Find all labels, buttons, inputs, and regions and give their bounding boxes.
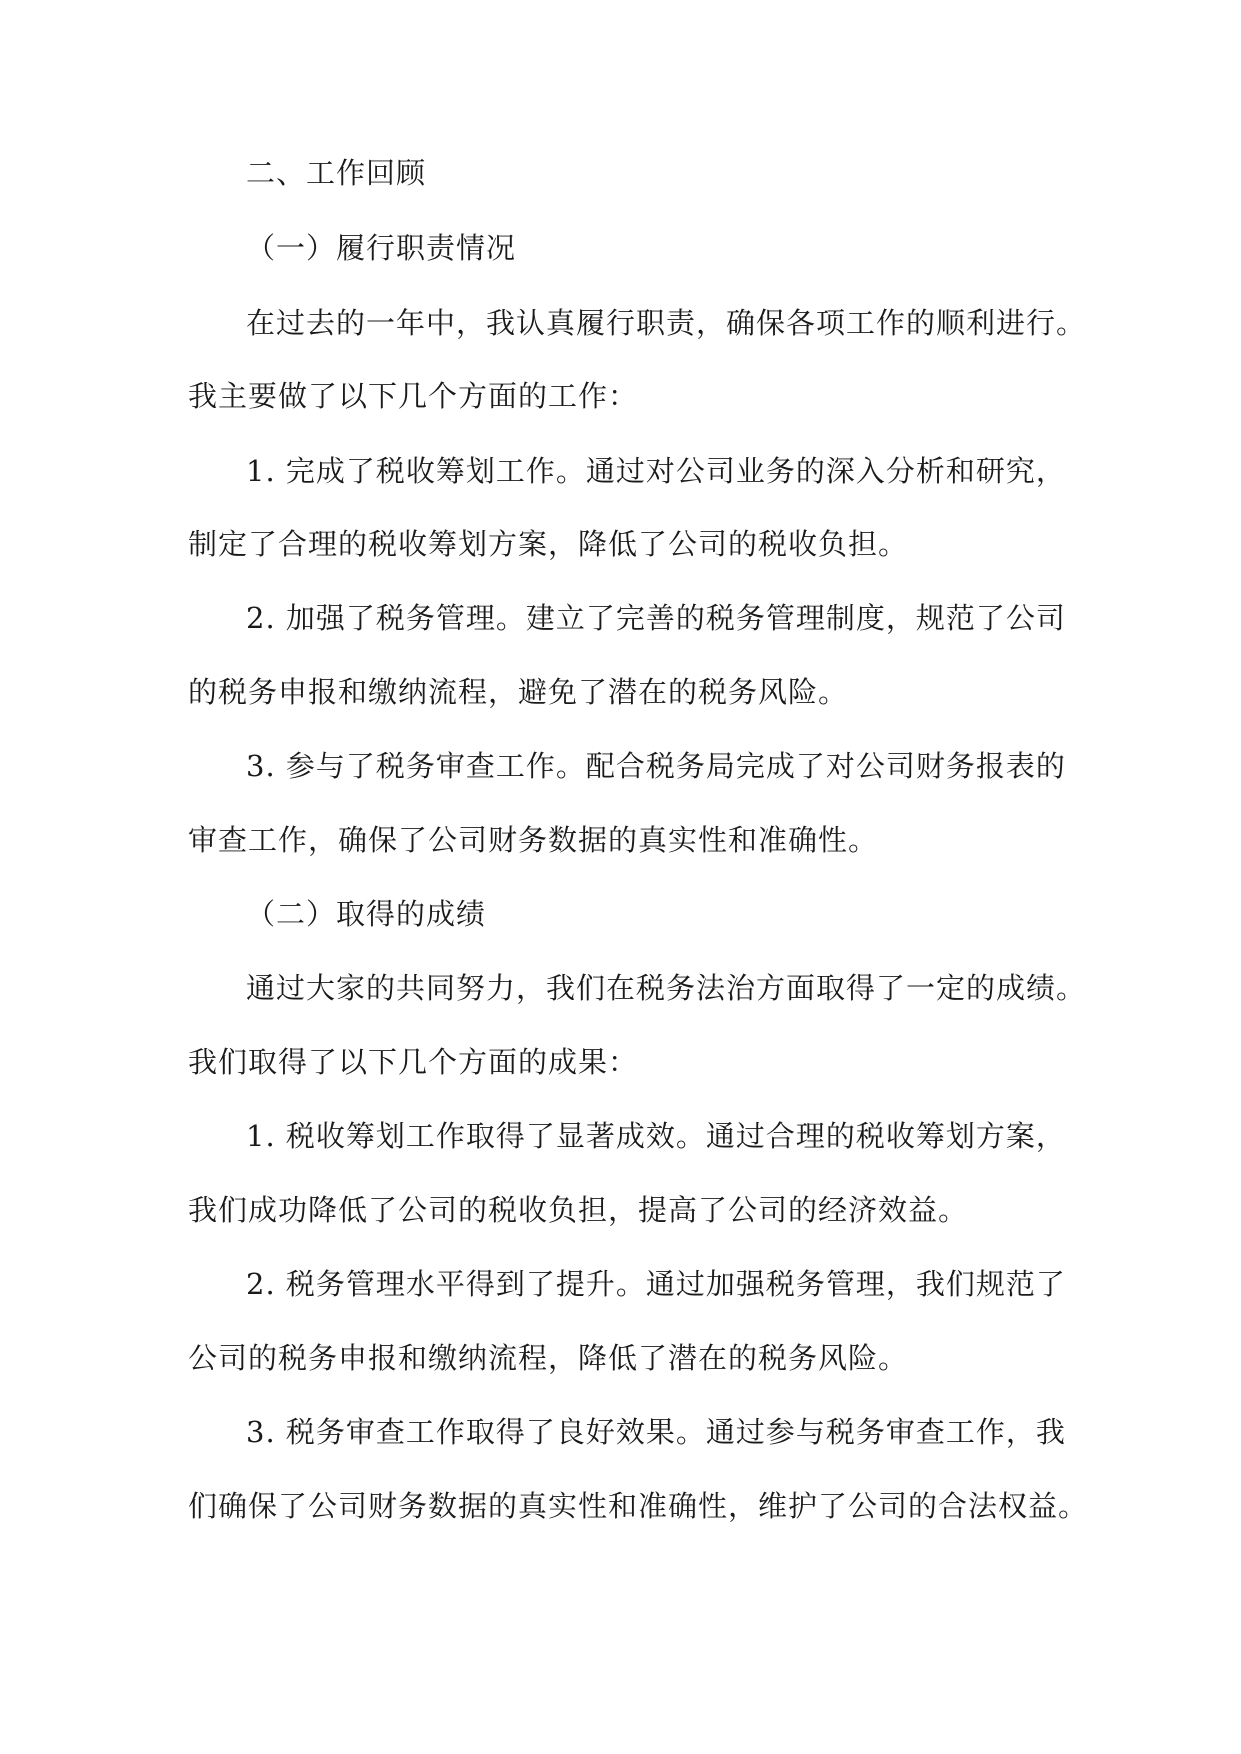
list-item-line: 1. 完成了税收筹划工作。通过对公司业务的深入分析和研究， (246, 454, 1066, 488)
paragraph-line: 我主要做了以下几个方面的工作： (188, 379, 639, 413)
list-item-line: 审查工作，确保了公司财务数据的真实性和准确性。 (188, 823, 879, 857)
list-item-line: 1. 税收筹划工作取得了显著成效。通过合理的税收筹划方案， (246, 1119, 1066, 1153)
list-item-line: 2. 税务管理水平得到了提升。通过加强税务管理，我们规范了 (246, 1267, 1066, 1301)
list-item-line: 我们成功降低了公司的税收负担，提高了公司的经济效益。 (188, 1193, 969, 1227)
list-item-line: 的税务申报和缴纳流程，避免了潜在的税务风险。 (188, 675, 849, 709)
subsection-heading-achievements: （二）取得的成绩 (246, 897, 487, 931)
list-item-line: 3. 参与了税务审查工作。配合税务局完成了对公司财务报表的 (246, 749, 1066, 783)
subsection-heading-duties: （一）履行职责情况 (246, 231, 517, 265)
list-item-line: 们确保了公司财务数据的真实性和准确性，维护了公司的合法权益。 (188, 1489, 1089, 1523)
paragraph-line: 我们取得了以下几个方面的成果： (188, 1045, 639, 1079)
paragraph-line: 在过去的一年中，我认真履行职责，确保各项工作的顺利进行。 (246, 306, 1087, 340)
list-item-line: 3. 税务审查工作取得了良好效果。通过参与税务审查工作，我 (246, 1415, 1066, 1449)
paragraph-line: 通过大家的共同努力，我们在税务法治方面取得了一定的成绩。 (246, 971, 1087, 1005)
list-item-line: 制定了合理的税收筹划方案，降低了公司的税收负担。 (188, 527, 909, 561)
section-heading: 二、工作回顾 (246, 156, 427, 190)
list-item-line: 2. 加强了税务管理。建立了完善的税务管理制度，规范了公司 (246, 601, 1066, 635)
list-item-line: 公司的税务申报和缴纳流程，降低了潜在的税务风险。 (188, 1341, 909, 1375)
